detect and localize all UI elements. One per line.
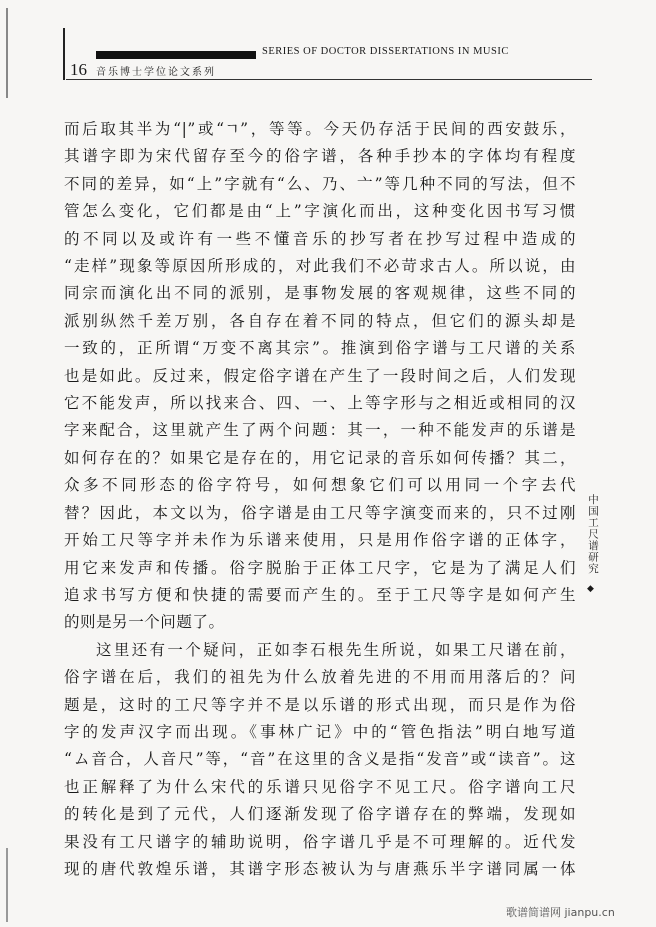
text-line: 替？因此，本文以为，俗字谱是由工尺等字演变而来的，只不过刚 [64, 503, 576, 522]
text-line: 不同的差异，如“上”字就有“么、乃、亠”等几种不同的写法，但不 [64, 174, 576, 193]
text-line: 一致的，正所谓“万变不离其宗”。推演到俗字谱与工尺谱的关系 [64, 339, 576, 358]
series-title: SERIES OF DOCTOR DISSERTATIONS IN MUSIC [262, 46, 509, 57]
text-line: 而后取其半为“|”或“ㄱ”，等等。今天仍存活于民间的西安鼓乐， [64, 120, 576, 138]
body-text [64, 116, 576, 883]
text-line: 字来配合，这里就产生了两个问题：其一，一种不能发声的乐谱是 [64, 421, 576, 440]
header-vertical-rule [63, 28, 65, 80]
text-line: 的则是另一个问题了。 [64, 613, 225, 632]
diamond-icon: ◆ [587, 584, 594, 594]
text-line: 它不能发声，所以找来合、四、一、上等字形与之相近或相同的汉 [64, 394, 576, 413]
header-black-bar [96, 51, 256, 59]
text-line: 其谱字即为宋代留存至今的俗字谱，各种手抄本的字体均有程度 [64, 147, 576, 166]
text-line: 的转化是到了元代，人们逐渐发现了俗字谱存在的弊端，发现如 [64, 805, 576, 824]
text-line: 也是如此。反过来，假定俗字谱在产生了一段时间之后，人们发现 [64, 366, 576, 385]
text-line: 字的发声汉字而出现。《事林广记》中的“管色指法”明白地写道 [64, 722, 576, 741]
series-title-chinese: 音乐博士学位论文系列 [96, 67, 216, 78]
text-line: 题是，这时的工尺等字并不是以乐谱的形式出现，而只是作为俗 [64, 695, 576, 714]
text-line: 派别纵然千差万别，各自存在着不同的特点，但它们的源头却是 [64, 311, 576, 330]
text-line: 现的唐代敦煌乐谱，其谱字形态被认为与唐燕乐半字谱同属一体 [64, 859, 576, 878]
watermark: 歌谱简谱网 jianpu.cn [506, 906, 615, 919]
text-line: 管怎么变化，它们都是由“上”字演化而出，这种变化因书写习惯 [64, 202, 576, 221]
text-line: “走样”现象等原因所形成的，对此我们不必苛求古人。所以说，由 [64, 257, 576, 276]
text-line: 果没有工尺谱字的辅助说明，俗字谱几乎是不可理解的。近代发 [64, 832, 576, 851]
text-line: 同宗而演化出不同的派别，是事物发展的客观规律，这些不同的 [64, 284, 576, 303]
scan-edge-top [6, 8, 8, 98]
text-line: 如何存在的？如果它是存在的，用它记录的音乐如何传播？其二， [64, 448, 576, 467]
side-section-label: 中国工尺谱研究 [587, 494, 599, 575]
text-line: 这里还有一个疑问，正如李石根先生所说，如果工尺谱在前， [96, 640, 576, 659]
page-number: 16 [70, 60, 87, 79]
text-line: 的不同以及或许有一些不懂音乐的抄写者在抄写过程中造成的 [64, 229, 576, 248]
text-line: 俗字谱在后，我们的祖先为什么放着先进的不用而用落后的？问 [64, 668, 576, 687]
text-line: “ム音合，人音尺”等，“音”在这里的含义是指“发音”或“读音”。这 [64, 750, 576, 769]
text-line: 众多不同形态的俗字符号，如何想象它们可以用同一个字去代 [64, 476, 576, 495]
text-line: 追求书写方便和快捷的需要而产生的。至于工尺等字是如何产生 [64, 585, 576, 604]
header-underline [66, 79, 592, 80]
text-line: 也正解释了为什么宋代的乐谱只见俗字不见工尺。俗字谱向工尺 [64, 777, 576, 796]
text-line: 用它来发声和传播。俗字脱胎于正体工尺字，它是为了满足人们 [64, 558, 576, 577]
text-line: 开始工尺等字并未作为乐谱来使用，只是用作俗字谱的正体字， [64, 531, 576, 550]
scan-edge-bottom [6, 848, 8, 922]
